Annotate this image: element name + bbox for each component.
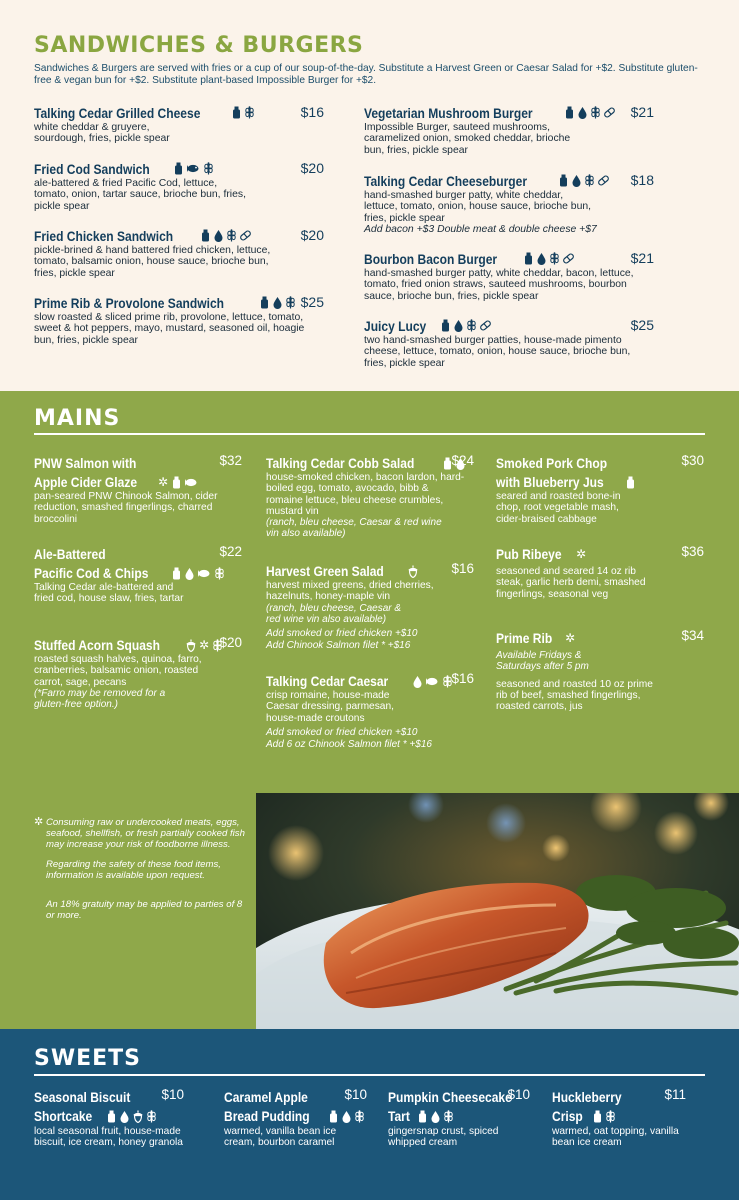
item-price: $10 [507, 1087, 530, 1102]
menu-item-cheeseburger [364, 170, 664, 236]
bottle-icon [259, 296, 270, 309]
item-description: seasoned and roasted 10 oz prime rib of beef, smashed fingerlings, roasted carrots, jus [496, 678, 653, 713]
wheat-icon [466, 319, 477, 332]
drop-icon [577, 106, 588, 119]
sandwiches-intro: Sandwiches & Burgers are served with fries or a cup of our soup-of-the-day. Substitute a Harvest Green or Caesar Salad for +$2. Substitute gluten-free & vegan bun for +$2. Substitute plant-based Impossible Burger for +$2. [34, 63, 698, 86]
menu-item-pork-chop [496, 453, 704, 525]
pill-icon [597, 174, 610, 187]
item-price: $18 [630, 172, 654, 188]
safety-note: Regarding the safety of these food items, information is available upon request. [46, 858, 221, 881]
item-price: $25 [300, 294, 324, 310]
fish-icon [425, 675, 440, 688]
dietary-icons [158, 476, 201, 489]
menu-item-caesar [266, 671, 474, 751]
dietary-icons [106, 1110, 159, 1123]
item-description: hand-smashed burger patty, white cheddar, lettuce, tomato, onion, house sauce, brioche bun, fries, pickle spear [364, 190, 592, 224]
item-price: $20 [300, 160, 324, 176]
item-name-line-2: with Blueberry Jus [496, 474, 604, 490]
pill-icon [239, 229, 252, 242]
fish-icon [186, 162, 201, 175]
item-name: Talking Cedar Cobb Salad [266, 455, 415, 471]
wheat-icon [549, 252, 560, 265]
salmon-photo-illustration [256, 793, 739, 1029]
bottle-icon [564, 106, 575, 119]
dietary-icons [171, 567, 227, 580]
drop-icon [272, 296, 283, 309]
nut-icon [185, 639, 197, 652]
asterisk-icon [199, 639, 210, 652]
dietary-icons [523, 252, 577, 265]
nut-icon [132, 1110, 144, 1123]
item-note: (ranch, bleu cheese, Caesar & red wine vin also available) [266, 517, 442, 540]
asterisk-icon [158, 476, 169, 489]
sweets-title: SWEETS [34, 1046, 142, 1071]
dietary-icons [558, 174, 612, 187]
item-description: seasoned and seared 14 oz rib steak, garlic herb demi, smashed fingerlings, seasonal veg [496, 566, 646, 600]
item-addon: Add smoked or fried chicken +$10 [266, 628, 418, 640]
menu-item-fried-chicken-sandwich [34, 225, 334, 279]
dietary-icons [440, 319, 494, 332]
item-name-line-2: Bread Pudding [224, 1108, 310, 1124]
dietary-icons [576, 548, 589, 561]
dietary-icons [625, 476, 638, 489]
asterisk-icon: ✲ [34, 816, 44, 828]
item-name: Harvest Green Salad [266, 563, 384, 579]
item-name: Ale-Battered [34, 546, 106, 562]
item-name: Seasonal Biscuit [34, 1089, 131, 1105]
pill-icon [479, 319, 492, 332]
item-description: Impossible Burger, sauteed mushrooms, caramelized onion, smoked cheddar, brioche bun, fries, pickle spear [364, 122, 571, 156]
drop-icon [119, 1110, 130, 1123]
sweets-section [0, 1029, 739, 1200]
menu-item-acorn-squash [34, 635, 242, 710]
menu-item-juicy-lucy [364, 315, 664, 369]
item-description: harvest mixed greens, dried cherries, hazelnuts, honey-maple vin [266, 580, 434, 603]
dietary-icons [412, 675, 455, 688]
item-price: $16 [451, 671, 474, 686]
wheat-icon [146, 1110, 157, 1123]
item-name-line-2: Pacific Cod & Chips [34, 565, 149, 581]
menu-item-bourbon-bacon-burger [364, 248, 664, 302]
sandwiches-section [0, 0, 739, 391]
item-price: $22 [219, 544, 242, 559]
item-name: Stuffed Acorn Squash [34, 637, 160, 653]
item-description: ale-battered & fried Pacific Cod, lettuce, tomato, onion, tartar sauce, brioche bun, fries, pickle spear [34, 178, 246, 212]
item-name-line-2: Apple Cider Glaze [34, 474, 138, 490]
wheat-icon [226, 229, 237, 242]
fish-icon [197, 567, 212, 580]
nut-icon [407, 565, 419, 578]
dietary-icons [173, 162, 216, 175]
wheat-icon [203, 162, 214, 175]
wheat-icon [285, 296, 296, 309]
item-name: Talking Cedar Grilled Cheese [34, 104, 201, 121]
dietary-icons [407, 565, 421, 578]
mains-section [0, 391, 739, 793]
menu-item-bread-pudding [224, 1087, 367, 1149]
item-name: Smoked Pork Chop [496, 455, 608, 471]
bottle-icon [592, 1110, 603, 1123]
item-description: hand-smashed burger patty, white cheddar, bacon, lettuce, tomato, fried onion straws, sauteed mushrooms, bourbon sauce, brioche bun, fries, pickle spear [364, 268, 634, 302]
bottle-icon [558, 174, 569, 187]
item-price: $16 [300, 104, 324, 120]
bottle-icon [440, 319, 451, 332]
bottle-icon [625, 476, 636, 489]
item-description: white cheddar & gruyere, sourdough, fries, pickle spear [34, 122, 170, 145]
item-description: roasted squash halves, quinoa, farro, cranberries, balsamic onion, roasted carrot, sage, pecans [34, 654, 202, 688]
bottle-icon [200, 229, 211, 242]
section-divider [34, 433, 705, 435]
item-price: $32 [219, 453, 242, 468]
svg-text:✲: ✲ [157, 476, 168, 489]
menu-item-mushroom-burger [364, 102, 664, 156]
item-price: $21 [630, 104, 654, 120]
wheat-icon [354, 1110, 365, 1123]
item-name: Huckleberry [552, 1089, 622, 1105]
item-description: pickle-brined & hand battered fried chicken, lettuce, tomato, balsamic onion, house sauce, brioche bun, fries, pickle spear [34, 245, 271, 279]
item-addon: Add Chinook Salmon filet * +$16 [266, 640, 411, 652]
dietary-icons [592, 1110, 618, 1123]
menu-item-huckleberry-crisp [552, 1087, 686, 1149]
item-name: Talking Cedar Cheeseburger [364, 172, 528, 189]
drop-icon [184, 567, 195, 580]
item-name: Bourbon Bacon Burger [364, 250, 498, 267]
disclaimer-photo-band [0, 793, 739, 1029]
asterisk-icon [565, 632, 576, 645]
menu-item-fried-cod-sandwich [34, 158, 334, 212]
menu-item-grilled-cheese [34, 102, 334, 145]
pill-icon [562, 252, 575, 265]
menu-item-pumpkin-cheesecake [388, 1087, 530, 1149]
item-addon: Add 6 oz Chinook Salmon filet * +$16 [266, 738, 432, 750]
item-price: $30 [681, 453, 704, 468]
item-name: PNW Salmon with [34, 455, 137, 471]
drop-icon [341, 1110, 352, 1123]
menu-item-cobb-salad [266, 453, 474, 540]
dietary-icons [200, 229, 254, 242]
svg-text:✲: ✲ [565, 632, 576, 645]
menu-item-cod-and-chips [34, 544, 242, 605]
wheat-icon [214, 567, 225, 580]
item-price: $10 [161, 1087, 184, 1102]
item-description: crisp romaine, house-made Caesar dressing, parmesan, house-made croutons [266, 690, 394, 724]
wheat-icon [244, 106, 255, 119]
item-price: $10 [344, 1087, 367, 1102]
menu-item-harvest-green-salad [266, 561, 474, 652]
item-price: $20 [300, 227, 324, 243]
drop-icon [453, 319, 464, 332]
disclaimer-block [34, 817, 246, 929]
item-price: $24 [451, 453, 474, 468]
svg-text:✲: ✲ [198, 639, 209, 652]
menu-item-prime-rib [496, 628, 704, 712]
item-price: $34 [681, 628, 704, 643]
wheat-icon [584, 174, 595, 187]
item-name: Prime Rib & Provolone Sandwich [34, 294, 225, 311]
item-description: Talking Cedar ale-battered and fried cod, house slaw, fries, tartar [34, 582, 184, 605]
item-addon-note: Add bacon +$3 Double meat & double cheese +$7 [364, 224, 597, 236]
wheat-icon [590, 106, 601, 119]
wheat-icon [605, 1110, 616, 1123]
dietary-icons [417, 1110, 456, 1123]
dietary-icons [564, 106, 618, 119]
item-price: $20 [219, 635, 242, 650]
gratuity-note: An 18% gratuity may be applied to parties of 8 or more. [46, 899, 243, 922]
bottle-icon [231, 106, 242, 119]
item-name: Caramel Apple [224, 1089, 308, 1105]
item-name-line-2: Shortcake [34, 1108, 93, 1124]
item-description: warmed, vanilla bean ice cream, bourbon caramel [224, 1126, 337, 1149]
bottle-icon [171, 567, 182, 580]
section-divider [34, 1074, 705, 1076]
item-description: slow roasted & sliced prime rib, provolone, lettuce, tomato, sweet & hot peppers, mayo, mustard, seasoned oil, hoagie bun, fries, pickle spear [34, 312, 305, 346]
item-description: gingersnap crust, spiced whipped cream [388, 1126, 499, 1149]
item-name: Vegetarian Mushroom Burger [364, 104, 533, 121]
bottle-icon [106, 1110, 117, 1123]
item-description: warmed, oat topping, vanilla bean ice cream [552, 1126, 679, 1149]
item-price: $21 [630, 250, 654, 266]
item-note: (*Farro may be removed for a gluten-free option.) [34, 687, 166, 711]
item-description: pan-seared PNW Chinook Salmon, cider reduction, smashed fingerlings, charred broccolini [34, 491, 218, 525]
raw-food-warning: Consuming raw or undercooked meats, eggs, seafood, shellfish, or fresh partially cooked fish may increase your risk of foodborne illness. [46, 817, 245, 851]
menu-item-pub-ribeye [496, 544, 704, 600]
bottle-icon [523, 252, 534, 265]
bottle-icon [171, 476, 182, 489]
item-description: seared and roasted bone-in chop, root vegetable mash, cider-braised cabbage [496, 491, 621, 525]
menu-item-biscuit-shortcake [34, 1087, 184, 1149]
salmon-dish-photo [256, 793, 739, 1029]
item-description: house-smoked chicken, bacon lardon, hard-boiled egg, tomato, avocado, bibb & romaine lettuce, bleu cheese crumbles, mustard vin [266, 472, 465, 517]
item-description: local seasonal fruit, house-made biscuit, ice cream, honey granola [34, 1126, 183, 1149]
item-name: Fried Cod Sandwich [34, 160, 150, 177]
fish-icon [184, 476, 199, 489]
wheat-icon [443, 1110, 454, 1123]
bottle-icon [417, 1110, 428, 1123]
item-price: $36 [681, 544, 704, 559]
svg-text:✲: ✲ [576, 548, 587, 561]
item-name-line-2: Crisp [552, 1108, 583, 1124]
item-name: Prime Rib [496, 630, 553, 646]
bottle-icon [328, 1110, 339, 1123]
pill-icon [603, 106, 616, 119]
dietary-icons [565, 632, 578, 645]
drop-icon [536, 252, 547, 265]
item-price: $16 [451, 561, 474, 576]
item-description: two hand-smashed burger patties, house-made pimento cheese, lettuce, tomato, onion, house sauce, brioche bun, fries, pickle spear [364, 335, 631, 369]
drop-icon [571, 174, 582, 187]
mains-title: MAINS [34, 406, 121, 431]
item-name: Pumpkin Cheesecake [388, 1089, 512, 1105]
item-name: Pub Ribeye [496, 546, 562, 562]
bottle-icon [173, 162, 184, 175]
drop-icon [430, 1110, 441, 1123]
item-note: Available Fridays & Saturdays after 5 pm [496, 650, 589, 673]
menu-item-pnw-salmon [34, 453, 242, 525]
dietary-icons [231, 106, 257, 119]
item-note: (ranch, bleu cheese, Caesar & red wine vin also available) [266, 602, 402, 625]
dietary-icons [259, 296, 298, 309]
item-price: $25 [630, 317, 654, 333]
item-name-line-2: Tart [388, 1108, 410, 1124]
item-addon: Add smoked or fried chicken +$10 [266, 726, 418, 738]
drop-icon [412, 675, 423, 688]
sandwiches-title: SANDWICHES & BURGERS [34, 33, 364, 58]
item-price: $11 [664, 1087, 686, 1102]
item-name: Talking Cedar Caesar [266, 673, 389, 689]
asterisk-icon [576, 548, 587, 561]
item-name: Juicy Lucy [364, 317, 427, 334]
item-name: Fried Chicken Sandwich [34, 227, 174, 244]
drop-icon [213, 229, 224, 242]
dietary-icons [328, 1110, 367, 1123]
menu-item-prime-rib-sandwich [34, 292, 334, 346]
